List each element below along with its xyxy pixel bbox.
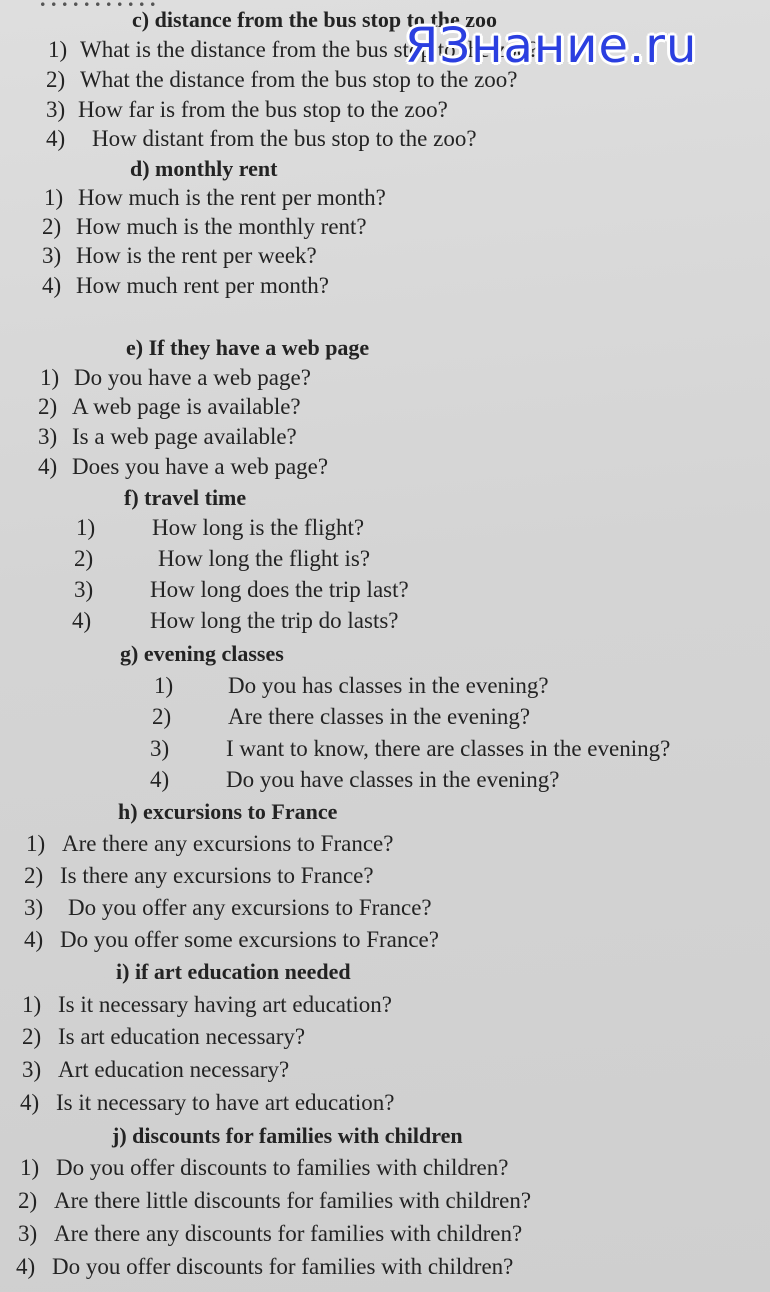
section-heading-i: i) if art education needed: [116, 959, 351, 984]
list-item: 2) What the distance from the bus stop to the zoo?: [46, 67, 518, 92]
list-item: 4) How distant from the bus stop to the zoo?: [46, 126, 477, 151]
list-item: 1) How long is the flight?: [76, 515, 365, 540]
list-item: 4) Do you offer discounts for families with children?: [16, 1254, 514, 1279]
list-item: 1) Do you offer discounts to families with children?: [20, 1155, 509, 1180]
list-item: 1) Do you has classes in the evening?: [154, 673, 549, 698]
section-heading-j: j) discounts for families with children: [112, 1123, 463, 1148]
list-item: 4) Does you have a web page?: [38, 454, 329, 479]
list-item: 1) Do you have a web page?: [40, 365, 311, 390]
section-heading-e: e) If they have a web page: [126, 335, 370, 360]
section-heading-d: d) monthly rent: [130, 156, 278, 181]
list-item: 3) I want to know, there are classes in the evening?: [150, 736, 671, 761]
list-item: 1) Is it necessary having art education?: [22, 992, 393, 1017]
list-item: 1) How much is the rent per month?: [44, 185, 386, 210]
list-item: 3) Is a web page available?: [38, 424, 297, 449]
list-item: 3) Are there any discounts for families with children?: [18, 1221, 523, 1246]
list-item: 1) What is the distance from the bus stop to the zoo?: [48, 37, 539, 62]
site-watermark: ЯЗнание.ru: [405, 18, 698, 74]
list-item: 4) How much rent per month?: [42, 273, 329, 298]
section-heading-c: c) distance from the bus stop to the zoo: [132, 7, 498, 32]
list-item: 2) Are there little discounts for families with children?: [18, 1188, 532, 1213]
section-heading-h: h) excursions to France: [118, 799, 338, 824]
list-item: 4) Do you offer some excursions to France?: [24, 927, 439, 952]
list-item: 3) How long does the trip last?: [74, 577, 409, 602]
list-item: 4) Do you have classes in the evening?: [150, 767, 560, 792]
list-item: 2) How long the flight is?: [74, 546, 371, 571]
list-item: 3) Do you offer any excursions to France?: [24, 895, 432, 920]
section-heading-f: f) travel time: [124, 485, 247, 510]
list-item: 2) Is art education necessary?: [22, 1024, 306, 1049]
list-item: 4) How long the trip do lasts?: [72, 608, 399, 633]
list-item: 2) Are there classes in the evening?: [152, 704, 531, 729]
list-item: 2) A web page is available?: [38, 394, 301, 419]
list-item: 3) Art education necessary?: [22, 1057, 290, 1082]
list-item: 3) How is the rent per week?: [42, 243, 317, 268]
list-item: 2) How much is the monthly rent?: [42, 214, 367, 239]
list-item: 2) Is there any excursions to France?: [24, 863, 374, 888]
section-heading-g: g) evening classes: [120, 641, 284, 666]
list-item: 1) Are there any excursions to France?: [26, 831, 394, 856]
list-item: 3) How far is from the bus stop to the zoo?: [46, 97, 448, 122]
list-item: 4) Is it necessary to have art education?: [20, 1090, 395, 1115]
